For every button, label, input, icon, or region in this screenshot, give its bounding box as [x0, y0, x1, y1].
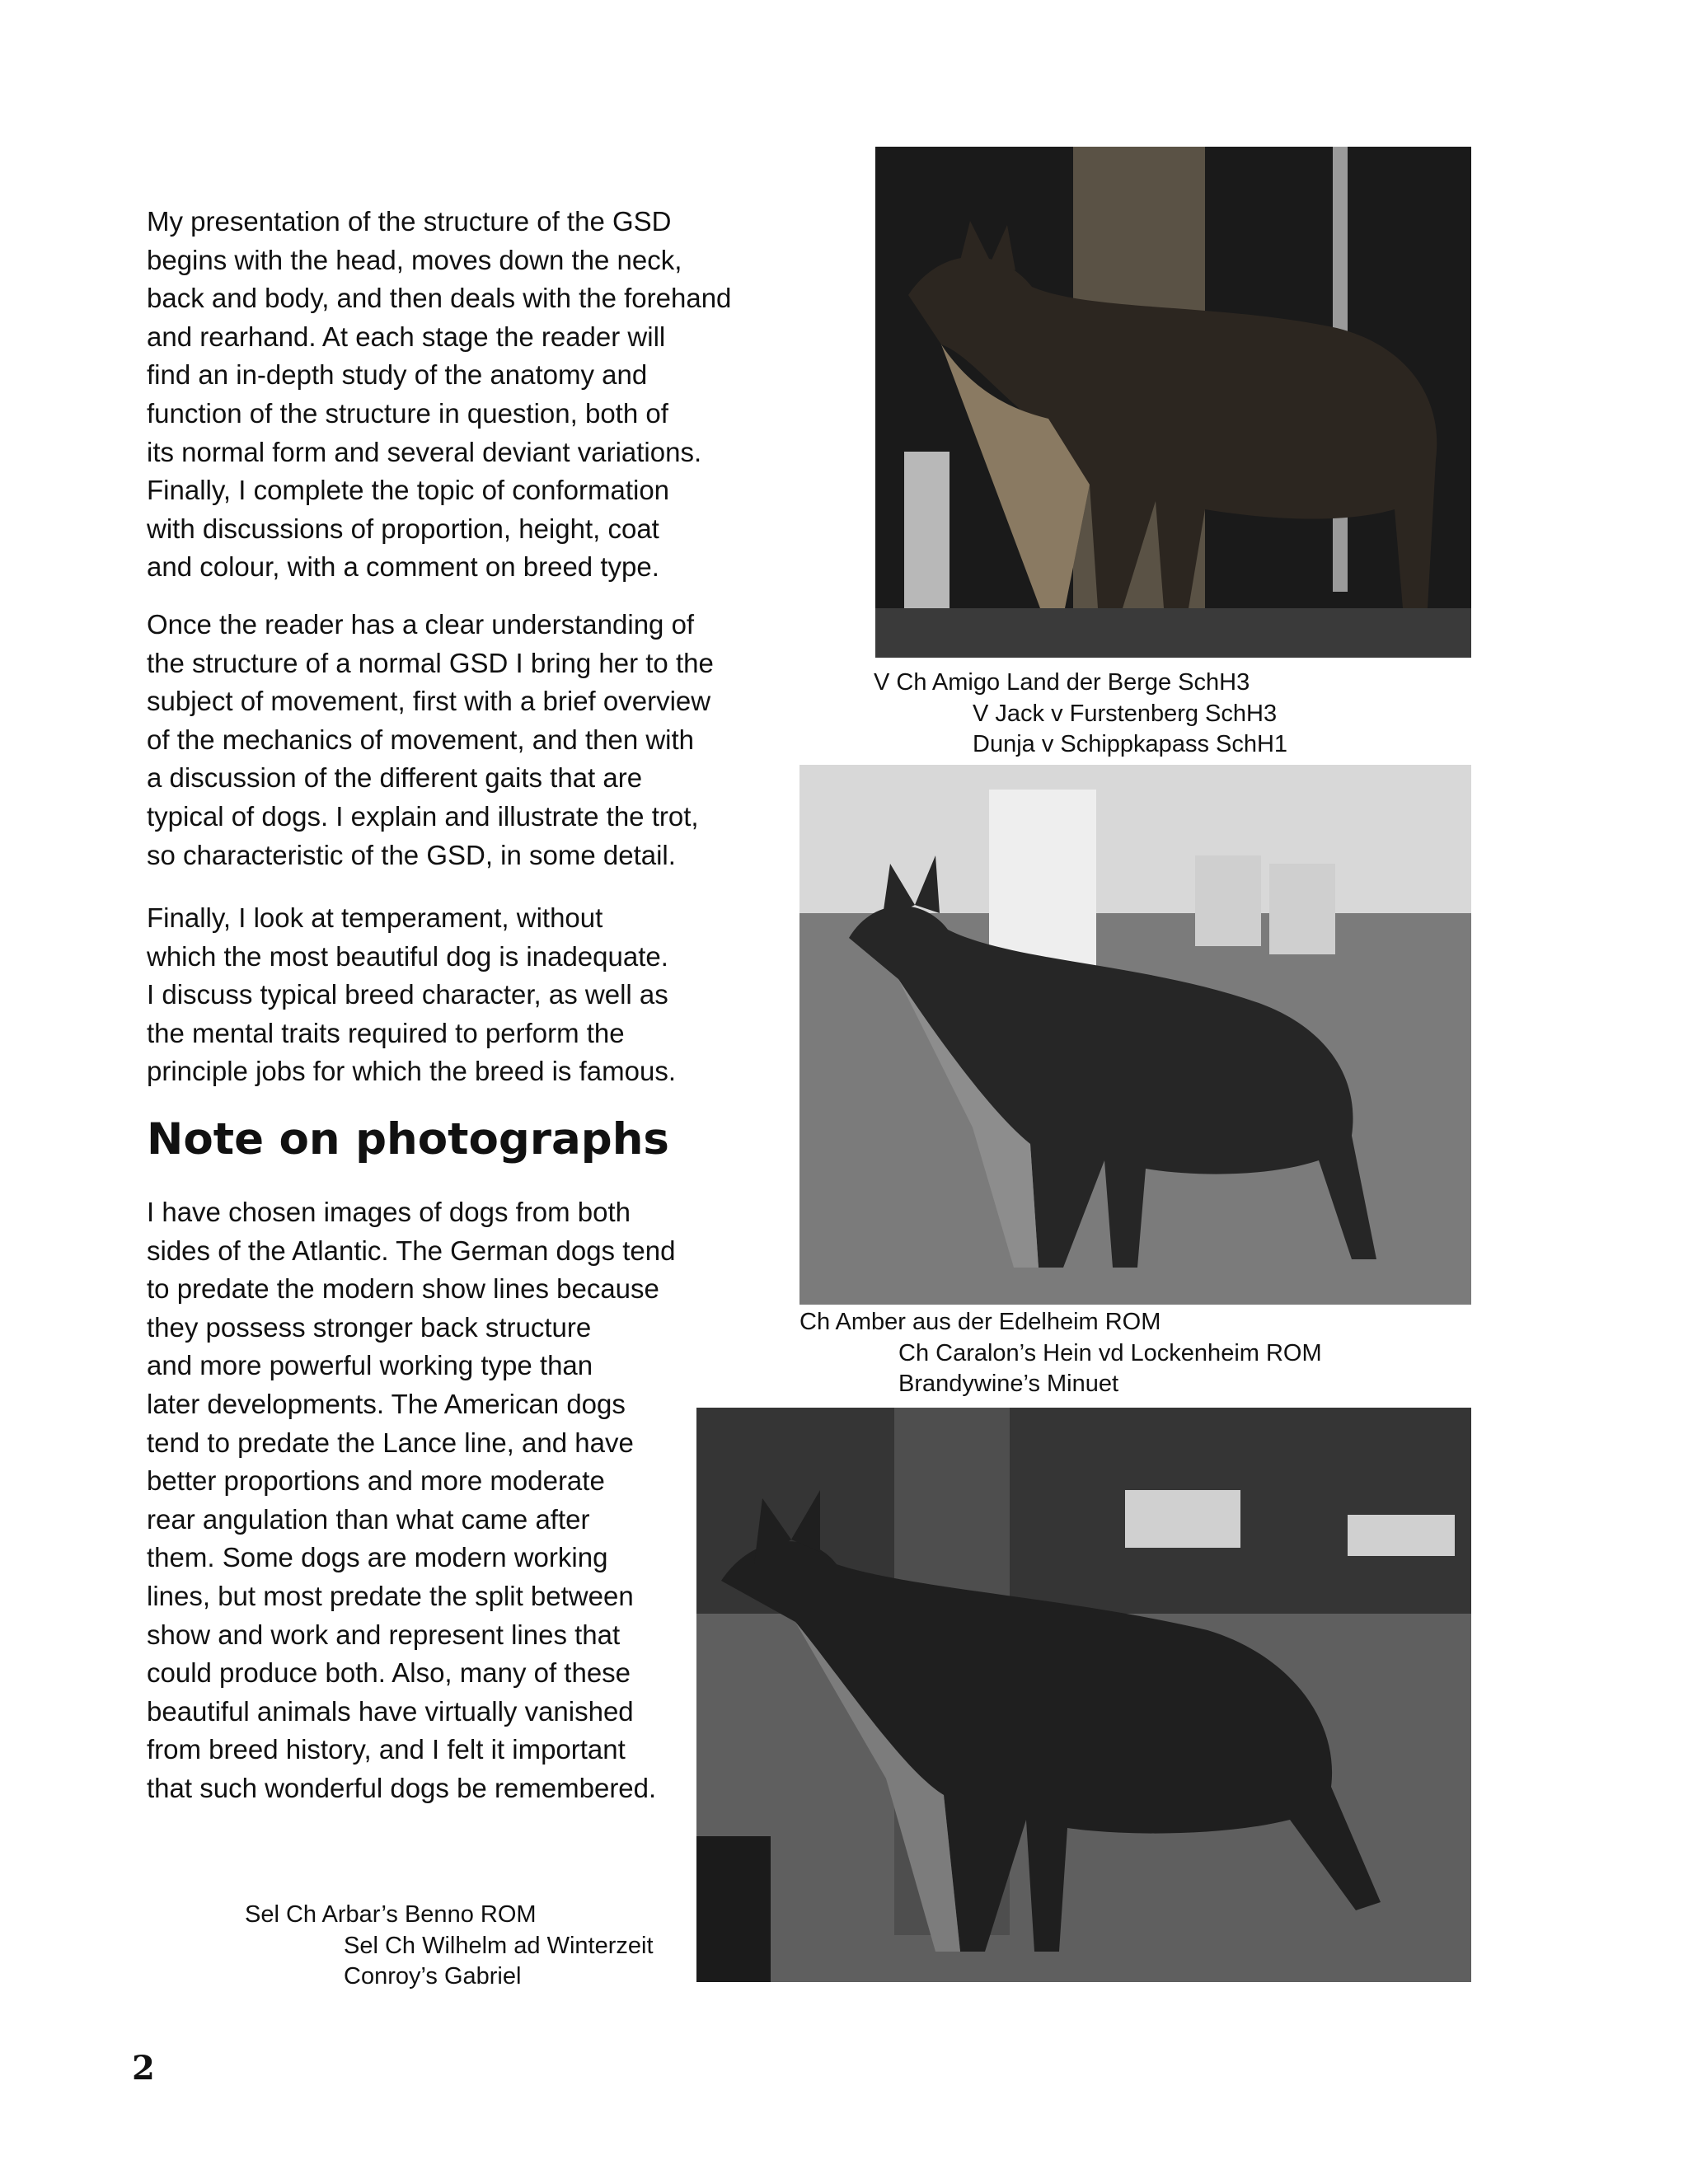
page-number: 2: [132, 2049, 155, 2088]
intro-paragraph-movement: Once the reader has a clear understanding of the structure of a normal GSD I bring her to the subject of movement, first with a brief overview of the mechanics of movement, and then with a discussion of the different gaits that are typical of dogs. I explain and illustrate the trot, so characteristic of the GSD, in some detail.: [147, 609, 714, 870]
caption-dam: Brandywine’s Minuet: [898, 1371, 1119, 1397]
photographs-paragraph: I have chosen images of dogs from both sides of the Atlantic. The German dogs tend to predate the modern show lines because they possess stronger back structure and more powerful working type than later developments. The American dogs tend to predate the Lance line, and have better proportions and more moderate rear angulation than what came after them. Some dogs are modern working lines, but most predate the split between show and work and represent lines that could produce both. Also, many of these beautiful animals have virtually vanished from breed history, and I felt it important that such wonderful dogs be remembered.: [147, 1197, 676, 1803]
caption-dog-name: Sel Ch Arbar’s Benno ROM: [245, 1901, 537, 1928]
caption-sire: Ch Caralon’s Hein vd Lockenheim ROM: [898, 1339, 1322, 1366]
intro-paragraph-temperament: Finally, I look at temperament, without which the most beautiful dog is inadequate. I discuss typical breed character, as well as the mental traits required to perform the principle jobs for which the breed is famous.: [147, 902, 676, 1087]
photo-3-caption: [245, 1900, 654, 1993]
dog-photo-1: [875, 147, 1471, 658]
photo-2-caption: [799, 1307, 1322, 1400]
caption-dog-name: V Ch Amigo Land der Berge SchH3: [874, 669, 1250, 696]
dog-photo-2: [799, 765, 1471, 1305]
dog-photo-3: [696, 1408, 1471, 1982]
photo-1-caption: [874, 668, 1287, 761]
caption-dam: Conroy’s Gabriel: [344, 1963, 522, 1990]
caption-dog-name: Ch Amber aus der Edelheim ROM: [799, 1309, 1161, 1335]
caption-dam: Dunja v Schippkapass SchH1: [973, 731, 1288, 757]
caption-sire: V Jack v Furstenberg SchH3: [973, 700, 1278, 727]
section-heading: Note on photographs: [147, 1114, 669, 1165]
intro-paragraph-structure: My presentation of the structure of the GSD begins with the head, moves down the neck, back and body, and then deals with the forehand and rearhand. At each stage the reader will find an in-depth study of the anatomy and function of the structure in question, both of its normal form and several deviant variations. Finally, I complete the topic of conformation with discussions of proportion, height, coat and colour, with a comment on breed type.: [147, 206, 732, 583]
caption-sire: Sel Ch Wilhelm ad Winterzeit: [344, 1932, 654, 1959]
